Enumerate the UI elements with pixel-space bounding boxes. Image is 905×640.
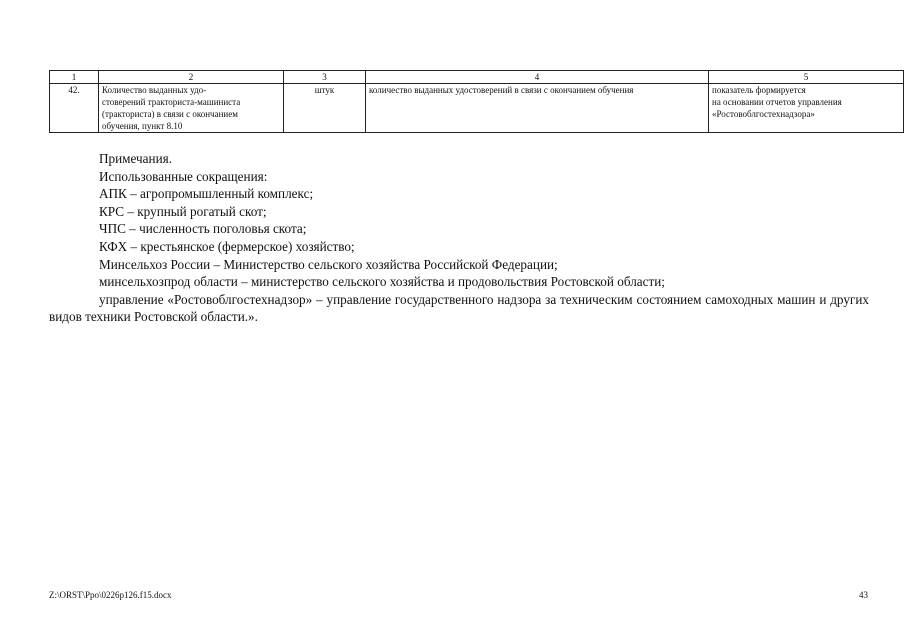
unit-of-measure: штук [284,84,366,133]
indicator-table [49,70,904,133]
data-source [709,84,904,133]
data-source-line: на основании отчетов управления [712,97,842,107]
indicator-name-line: Количество выданных удо- [102,85,207,95]
abbreviation-item: Минсельхоз России – Министерство сельского хозяйства Российской Федерации; [99,256,558,272]
column-header: 4 [366,71,709,84]
column-header: 3 [284,71,366,84]
footer-file-path: Z:\ORST\Ppo\0226p126.f15.docx [49,590,172,600]
abbreviation-item: КРС – крупный рогатый скот; [99,203,267,219]
column-header: 1 [50,71,99,84]
indicator-name-line: стоверений тракториста-машиниста [102,97,241,107]
indicator-name-line: (тракториста) в связи с окончанием [102,109,238,119]
abbreviation-item: АПК – агропромышленный комплекс; [99,186,314,202]
data-source-line: «Ростовоблгостехнадзора» [712,109,815,119]
indicator-name [99,84,284,133]
page-number: 43 [859,590,868,600]
indicator-description: количество выданных удостоверений в связи с окончанием обучения [366,84,709,133]
data-source-line: показатель формируется [712,85,806,95]
abbreviation-item: минсельхозпрод области – министерство сельского хозяйства и продовольствия Ростовской области; [99,274,665,290]
row-number: 42. [50,84,99,133]
table-row [50,84,904,133]
table-header-row [50,71,904,84]
column-header: 5 [709,71,904,84]
indicator-name-line: обучения, пункт 8.10 [102,121,183,131]
abbreviation-item: управление «Ростовоблгостехнадзор» – управление государственного надзора за техническим состоянием самоходных машин и других видов техники Ростовской области.». [49,291,869,325]
abbreviation-item: ЧПС – численность поголовья скота; [99,221,307,237]
notes-section [49,150,869,326]
column-header: 2 [99,71,284,84]
abbreviation-item: КФХ – крестьянское (фермерское) хозяйство; [99,238,355,254]
abbreviations-heading: Использованные сокращения: [99,168,268,184]
notes-heading: Примечания. [99,151,173,166]
